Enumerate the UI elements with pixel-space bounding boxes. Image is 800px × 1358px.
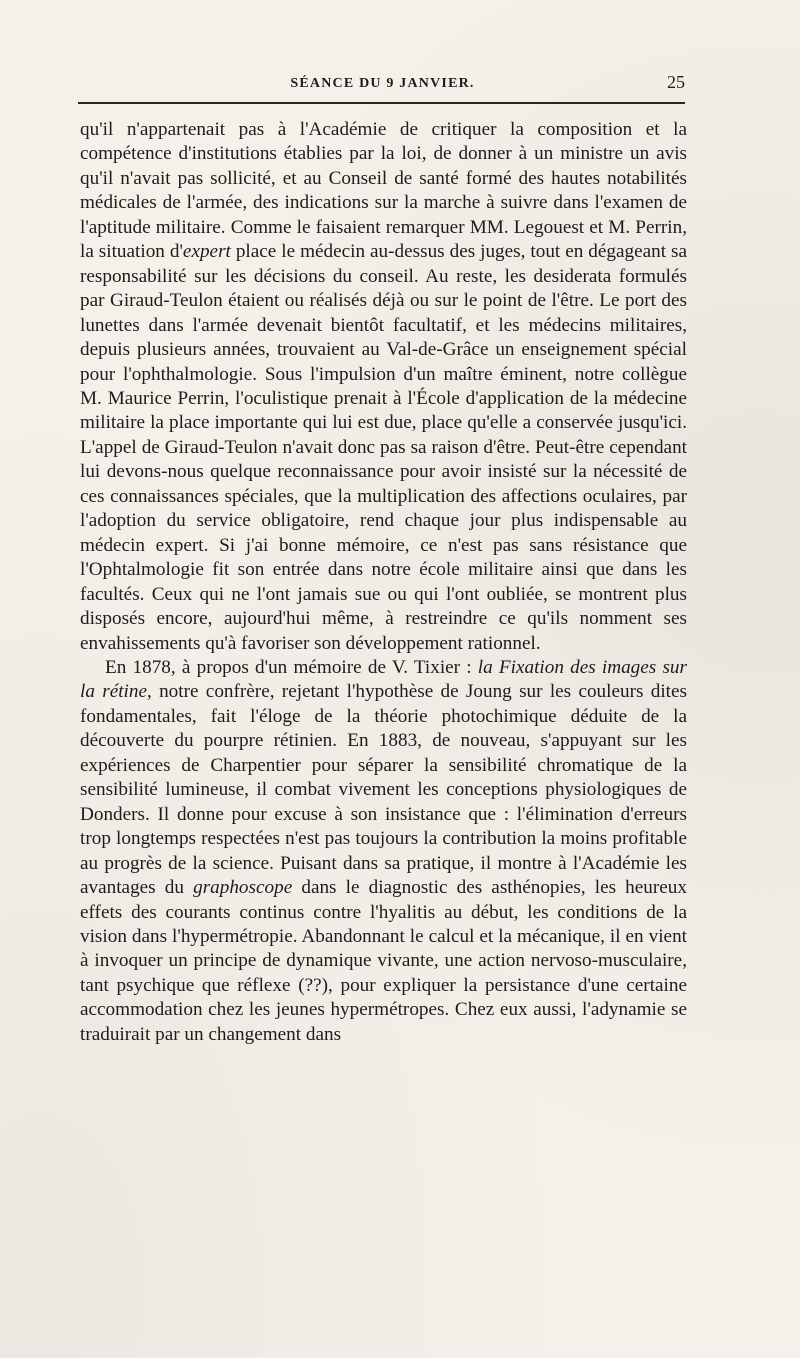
paragraph-1-italic-expert: expert: [182, 241, 231, 263]
paragraph-1: [80, 118, 687, 656]
paragraph-2-text-a: En 1878, à propos d'un mémoire de V. Tixier :: [105, 656, 478, 678]
body-text: [80, 118, 687, 1047]
header-rule: [78, 102, 685, 104]
page-number: 25: [667, 72, 685, 92]
paragraph-1-text-a: qu'il n'appartenait pas à l'Académie de critiquer la composition et la compétence d'institutions établies par la loi, de donner à un ministre un avis qu'il n'avait pas sollicité, et au Conseil de santé formé des hautes notabilités médicales de l'armée, des indications sur la marche à suivre dans l'examen de l'aptitude militaire. Comme le faisaient remarquer MM. Legouest et M. Perrin, la situation d': [80, 119, 687, 263]
paragraph-2-text-c: dans le diagnostic des asthénopies, les heureux effets des courants continus contre l'hyalitis au début, les conditions de la vision dans l'hypermétropie. Abandonnant le calcul et la mécanique, il en vient à invoquer un principe de dynamique vivante, une action nervoso-musculaire, tant psychique que réflexe (??), pour expliquer la persistance d'une certaine accommodation chez les jeunes hypermétropes. Chez eux aussi, l'adynamie se traduirait par un changement dans: [80, 877, 687, 1045]
paragraph-2: [80, 656, 687, 1047]
running-head: [80, 72, 685, 96]
running-title: SÉANCE DU 9 JANVIER.: [290, 76, 475, 91]
paragraph-2-text-b: , notre confrère, rejetant l'hypothèse de Joung sur les couleurs dites fondamentales, fait l'éloge de la théorie photochimique déduite de la découverte du pourpre rétinien. En 1883, de nouveau, s'appuyant sur les expériences de Charpentier pour séparer la sensibilité chromatique de la sensibilité lumineuse, il combat vivement les conceptions physiologiques de Donders. Il donne pour excuse à son insistance que : l'élimination d'erreurs trop longtemps respectées n'est pas toujours la contribution la moins profitable au progrès de la science. Puisant dans sa pratique, il montre à l'Académie les avantages du: [80, 681, 687, 899]
paragraph-2-italic-title: la Fixation des images sur la rétine: [80, 656, 687, 703]
paragraph-1-text-b: place le médecin au-dessus des juges, tout en dégageant sa responsabilité sur les décisions du conseil. Au reste, les desiderata formulés par Giraud-Teulon étaient ou réalisés déjà ou sur le point de l'être. Le port des lunettes dans l'armée devenait bientôt facultatif, et les médecins militaires, depuis plusieurs années, trouvaient au Val-de-Grâce un enseignement spécial pour l'ophthalmologie. Sous l'impulsion d'un maître éminent, notre collègue M. Maurice Perrin, l'oculistique prenait à l'École d'application de la médecine militaire la place importante qui lui est due, place qu'elle a conservée jusqu'ici. L'appel de Giraud-Teulon n'avait donc pas sa raison d'être. Peut-être cependant lui devons-nous quelque reconnaissance pour avoir insisté sur la nécessité de ces connaissances spéciales, que la multiplication des affections oculaires, par l'adoption du service obligatoire, rend chaque jour plus indispensable au médecin expert. Si j'ai bonne mémoire, ce n'est pas sans résistance que l'Ophtalmologie fit son entrée dans notre école militaire ainsi que dans les facultés. Ceux qui ne l'ont jamais sue ou qui l'ont oubliée, se montrent plus disposés encore, aujourd'hui même, à restreindre ce qu'ils nomment ses envahissements qu'à favoriser son développement rationnel.: [80, 241, 687, 654]
paragraph-2-italic-graphoscope: graphoscope: [193, 877, 293, 899]
